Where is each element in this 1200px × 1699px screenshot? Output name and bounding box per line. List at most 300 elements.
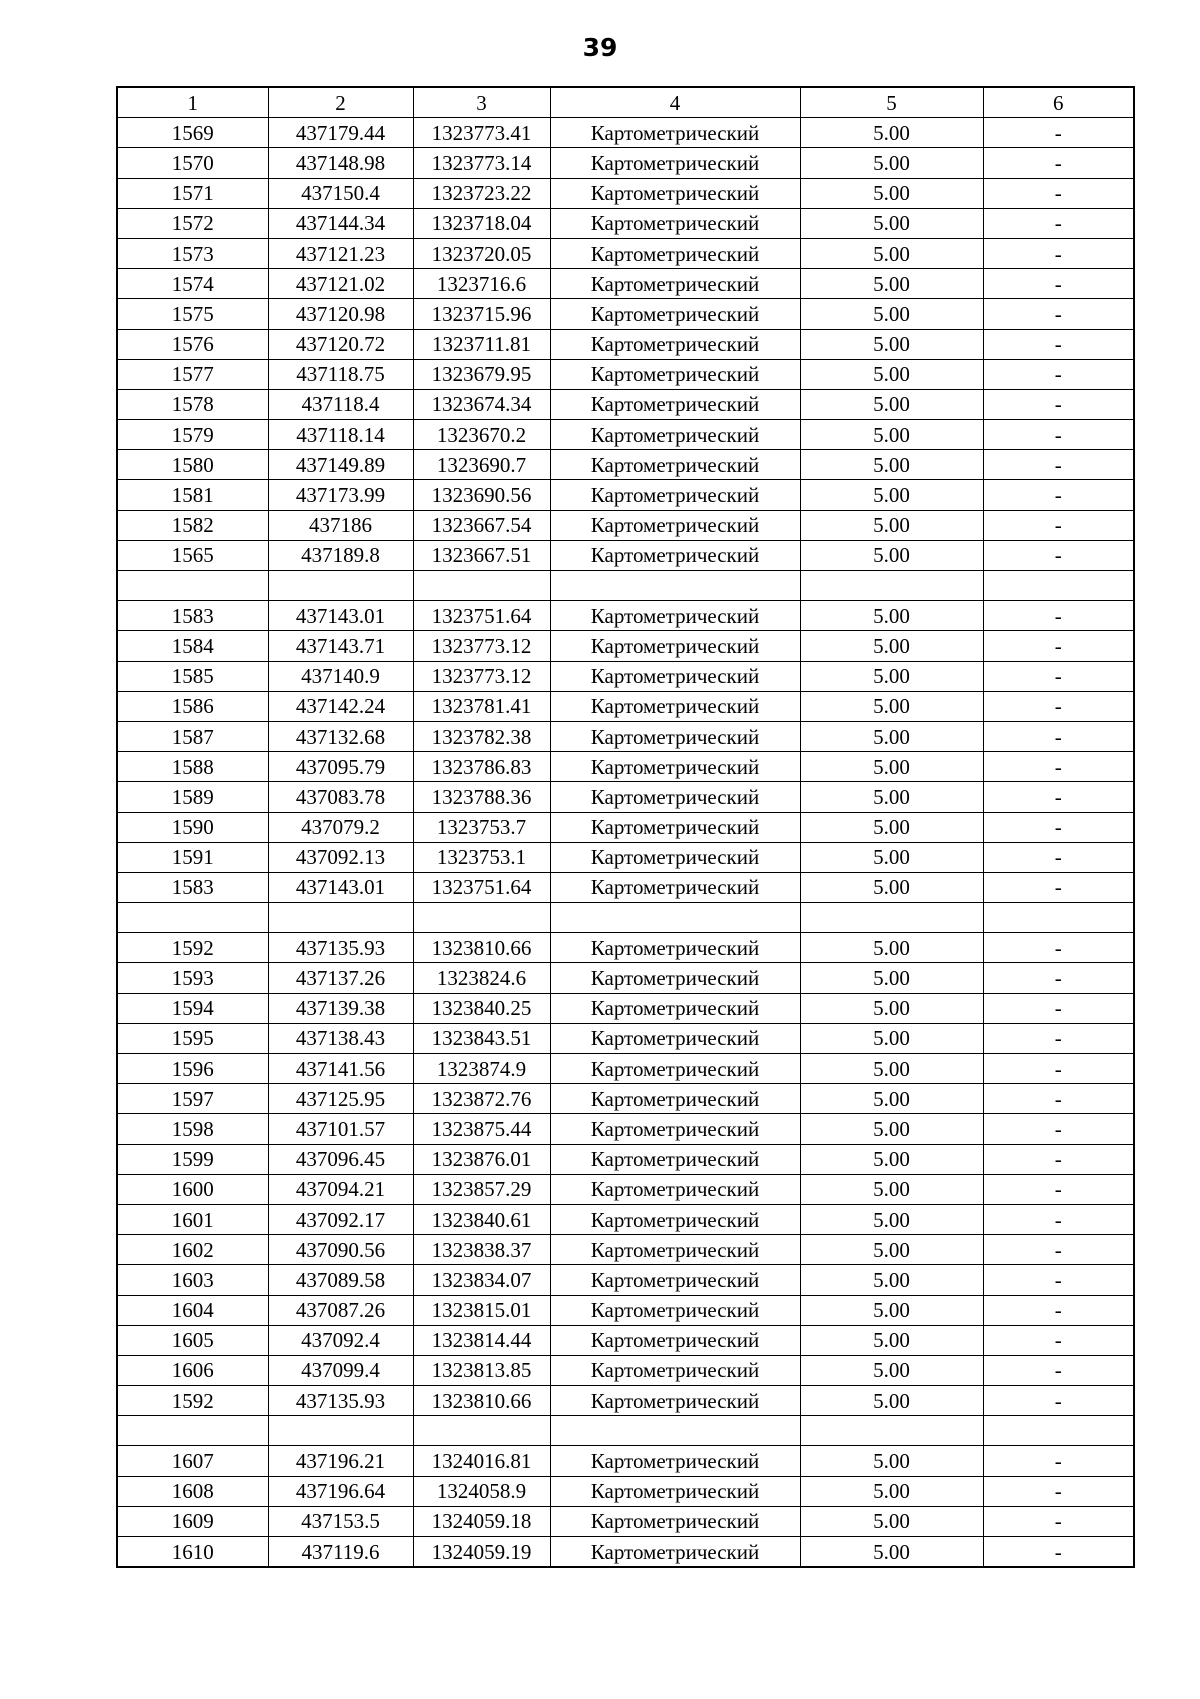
note-cell: - [983, 1204, 1134, 1234]
y-coordinate-cell: 1323876.01 [413, 1144, 550, 1174]
y-coordinate-cell: 1323872.76 [413, 1084, 550, 1114]
point-number-cell: 1591 [117, 842, 268, 872]
x-coordinate-cell: 437144.34 [268, 208, 413, 238]
point-number-cell: 1589 [117, 782, 268, 812]
point-number-cell: 1573 [117, 238, 268, 268]
y-coordinate-cell: 1323834.07 [413, 1265, 550, 1295]
table-row [117, 963, 1134, 993]
point-number-cell: 1565 [117, 540, 268, 570]
table-row [117, 208, 1134, 238]
note-cell: - [983, 812, 1134, 842]
method-cell: Картометрический [550, 420, 800, 450]
y-coordinate-cell: 1323773.12 [413, 631, 550, 661]
note-cell: - [983, 631, 1134, 661]
point-number-cell: 1600 [117, 1174, 268, 1204]
y-coordinate-cell: 1323690.7 [413, 450, 550, 480]
note-cell: - [983, 1084, 1134, 1114]
method-cell: Картометрический [550, 1144, 800, 1174]
y-coordinate-cell: 1324016.81 [413, 1446, 550, 1476]
accuracy-cell: 5.00 [800, 1144, 983, 1174]
point-number-cell: 1598 [117, 1114, 268, 1144]
x-coordinate-cell: 437121.02 [268, 269, 413, 299]
note-cell: - [983, 963, 1134, 993]
method-cell: Картометрический [550, 1054, 800, 1084]
x-coordinate-cell: 437099.4 [268, 1355, 413, 1385]
x-coordinate-cell: 437135.93 [268, 1386, 413, 1416]
note-cell: - [983, 933, 1134, 963]
point-number-cell: 1602 [117, 1235, 268, 1265]
table-row [117, 450, 1134, 480]
note-cell: - [983, 1265, 1134, 1295]
table-row [117, 1355, 1134, 1385]
x-coordinate-cell: 437141.56 [268, 1054, 413, 1084]
table-separator-row [117, 571, 1134, 601]
y-coordinate-cell: 1323814.44 [413, 1325, 550, 1355]
point-number-cell: 1574 [117, 269, 268, 299]
accuracy-cell: 5.00 [800, 420, 983, 450]
table-row [117, 661, 1134, 691]
method-cell: Картометрический [550, 299, 800, 329]
y-coordinate-cell: 1323810.66 [413, 933, 550, 963]
accuracy-cell: 5.00 [800, 178, 983, 208]
accuracy-cell: 5.00 [800, 812, 983, 842]
point-number-cell: 1606 [117, 1355, 268, 1385]
method-cell: Картометрический [550, 329, 800, 359]
x-coordinate-cell: 437079.2 [268, 812, 413, 842]
accuracy-cell: 5.00 [800, 1355, 983, 1385]
method-cell: Картометрический [550, 752, 800, 782]
x-coordinate-cell: 437121.23 [268, 238, 413, 268]
table-row [117, 1114, 1134, 1144]
point-number-cell: 1596 [117, 1054, 268, 1084]
x-coordinate-cell: 437135.93 [268, 933, 413, 963]
accuracy-cell: 5.00 [800, 299, 983, 329]
table-row [117, 1506, 1134, 1536]
method-cell: Картометрический [550, 812, 800, 842]
method-cell: Картометрический [550, 510, 800, 540]
y-coordinate-cell: 1323718.04 [413, 208, 550, 238]
table-row [117, 691, 1134, 721]
table-row [117, 1023, 1134, 1053]
point-number-cell: 1581 [117, 480, 268, 510]
accuracy-cell: 5.00 [800, 1446, 983, 1476]
header-cell: 6 [983, 87, 1134, 118]
y-coordinate-cell: 1323716.6 [413, 269, 550, 299]
method-cell: Картометрический [550, 450, 800, 480]
note-cell: - [983, 1537, 1134, 1568]
note-cell: - [983, 420, 1134, 450]
y-coordinate-cell: 1323690.56 [413, 480, 550, 510]
y-coordinate-cell: 1323723.22 [413, 178, 550, 208]
method-cell: Картометрический [550, 1114, 800, 1144]
point-number-cell: 1607 [117, 1446, 268, 1476]
table-row [117, 1325, 1134, 1355]
table-row [117, 1235, 1134, 1265]
y-coordinate-cell: 1323720.05 [413, 238, 550, 268]
x-coordinate-cell: 437142.24 [268, 691, 413, 721]
x-coordinate-cell: 437096.45 [268, 1144, 413, 1174]
note-cell: - [983, 1144, 1134, 1174]
point-number-cell: 1576 [117, 329, 268, 359]
table-row [117, 1386, 1134, 1416]
note-cell: - [983, 148, 1134, 178]
accuracy-cell: 5.00 [800, 1023, 983, 1053]
y-coordinate-cell: 1323715.96 [413, 299, 550, 329]
x-coordinate-cell [268, 1416, 413, 1446]
accuracy-cell: 5.00 [800, 993, 983, 1023]
point-number-cell: 1577 [117, 359, 268, 389]
point-number-cell: 1579 [117, 420, 268, 450]
method-cell: Картометрический [550, 1204, 800, 1234]
table-row [117, 510, 1134, 540]
table-separator-row [117, 903, 1134, 933]
method-cell: Картометрический [550, 601, 800, 631]
x-coordinate-cell: 437143.01 [268, 872, 413, 902]
note-cell: - [983, 691, 1134, 721]
x-coordinate-cell: 437137.26 [268, 963, 413, 993]
accuracy-cell: 5.00 [800, 1386, 983, 1416]
point-number-cell [117, 571, 268, 601]
table-row [117, 299, 1134, 329]
table-row [117, 1265, 1134, 1295]
accuracy-cell: 5.00 [800, 1204, 983, 1234]
method-cell: Картометрический [550, 1325, 800, 1355]
accuracy-cell: 5.00 [800, 752, 983, 782]
y-coordinate-cell: 1323840.61 [413, 1204, 550, 1234]
x-coordinate-cell: 437092.4 [268, 1325, 413, 1355]
point-number-cell: 1584 [117, 631, 268, 661]
accuracy-cell: 5.00 [800, 963, 983, 993]
point-number-cell: 1592 [117, 933, 268, 963]
method-cell: Картометрический [550, 148, 800, 178]
accuracy-cell: 5.00 [800, 1265, 983, 1295]
note-cell: - [983, 872, 1134, 902]
method-cell: Картометрический [550, 933, 800, 963]
x-coordinate-cell: 437148.98 [268, 148, 413, 178]
note-cell: - [983, 1446, 1134, 1476]
point-number-cell: 1578 [117, 389, 268, 419]
y-coordinate-cell: 1323711.81 [413, 329, 550, 359]
x-coordinate-cell: 437186 [268, 510, 413, 540]
x-coordinate-cell: 437118.4 [268, 389, 413, 419]
table-row [117, 329, 1134, 359]
accuracy-cell: 5.00 [800, 933, 983, 963]
y-coordinate-cell: 1323857.29 [413, 1174, 550, 1204]
accuracy-cell: 5.00 [800, 540, 983, 570]
accuracy-cell: 5.00 [800, 872, 983, 902]
method-cell: Картометрический [550, 842, 800, 872]
y-coordinate-cell: 1323838.37 [413, 1235, 550, 1265]
note-cell: - [983, 480, 1134, 510]
x-coordinate-cell: 437132.68 [268, 721, 413, 751]
x-coordinate-cell: 437120.98 [268, 299, 413, 329]
accuracy-cell: 5.00 [800, 1295, 983, 1325]
point-number-cell: 1597 [117, 1084, 268, 1114]
note-cell: - [983, 1114, 1134, 1144]
table-row [117, 1295, 1134, 1325]
accuracy-cell: 5.00 [800, 1235, 983, 1265]
accuracy-cell: 5.00 [800, 721, 983, 751]
accuracy-cell: 5.00 [800, 329, 983, 359]
x-coordinate-cell [268, 903, 413, 933]
point-number-cell: 1587 [117, 721, 268, 751]
y-coordinate-cell: 1323875.44 [413, 1114, 550, 1144]
accuracy-cell: 5.00 [800, 691, 983, 721]
point-number-cell: 1582 [117, 510, 268, 540]
x-coordinate-cell: 437094.21 [268, 1174, 413, 1204]
x-coordinate-cell: 437119.6 [268, 1537, 413, 1568]
point-number-cell: 1603 [117, 1265, 268, 1295]
note-cell: - [983, 1174, 1134, 1204]
y-coordinate-cell: 1324059.18 [413, 1506, 550, 1536]
y-coordinate-cell: 1323815.01 [413, 1295, 550, 1325]
table-row [117, 601, 1134, 631]
y-coordinate-cell: 1323782.38 [413, 721, 550, 751]
y-coordinate-cell: 1323843.51 [413, 1023, 550, 1053]
y-coordinate-cell: 1323840.25 [413, 993, 550, 1023]
y-coordinate-cell: 1323667.51 [413, 540, 550, 570]
y-coordinate-cell: 1323874.9 [413, 1054, 550, 1084]
x-coordinate-cell: 437196.21 [268, 1446, 413, 1476]
method-cell: Картометрический [550, 631, 800, 661]
table-row [117, 1446, 1134, 1476]
x-coordinate-cell: 437118.14 [268, 420, 413, 450]
method-cell: Картометрический [550, 1506, 800, 1536]
accuracy-cell: 5.00 [800, 208, 983, 238]
x-coordinate-cell: 437089.58 [268, 1265, 413, 1295]
note-cell: - [983, 1325, 1134, 1355]
x-coordinate-cell [268, 571, 413, 601]
point-number-cell: 1585 [117, 661, 268, 691]
method-cell: Картометрический [550, 1235, 800, 1265]
table-row [117, 1144, 1134, 1174]
accuracy-cell: 5.00 [800, 269, 983, 299]
accuracy-cell: 5.00 [800, 1506, 983, 1536]
point-number-cell: 1594 [117, 993, 268, 1023]
x-coordinate-cell: 437083.78 [268, 782, 413, 812]
table-row [117, 420, 1134, 450]
accuracy-cell [800, 571, 983, 601]
x-coordinate-cell: 437120.72 [268, 329, 413, 359]
point-number-cell: 1572 [117, 208, 268, 238]
point-number-cell: 1570 [117, 148, 268, 178]
table-row [117, 812, 1134, 842]
note-cell [983, 903, 1134, 933]
y-coordinate-cell: 1323788.36 [413, 782, 550, 812]
note-cell: - [983, 359, 1134, 389]
point-number-cell: 1593 [117, 963, 268, 993]
note-cell: - [983, 450, 1134, 480]
accuracy-cell: 5.00 [800, 450, 983, 480]
accuracy-cell: 5.00 [800, 389, 983, 419]
y-coordinate-cell: 1323674.34 [413, 389, 550, 419]
y-coordinate-cell: 1323751.64 [413, 601, 550, 631]
y-coordinate-cell: 1323773.12 [413, 661, 550, 691]
table-row [117, 480, 1134, 510]
table-row [117, 148, 1134, 178]
accuracy-cell: 5.00 [800, 238, 983, 268]
y-coordinate-cell: 1323786.83 [413, 752, 550, 782]
note-cell [983, 571, 1134, 601]
accuracy-cell: 5.00 [800, 118, 983, 148]
x-coordinate-cell: 437092.17 [268, 1204, 413, 1234]
table-row [117, 389, 1134, 419]
x-coordinate-cell: 437101.57 [268, 1114, 413, 1144]
y-coordinate-cell [413, 903, 550, 933]
method-cell [550, 903, 800, 933]
y-coordinate-cell: 1323751.64 [413, 872, 550, 902]
header-cell: 3 [413, 87, 550, 118]
method-cell: Картометрический [550, 1537, 800, 1568]
table-row [117, 178, 1134, 208]
accuracy-cell: 5.00 [800, 510, 983, 540]
method-cell: Картометрический [550, 661, 800, 691]
table-header-row [117, 87, 1134, 118]
point-number-cell: 1592 [117, 1386, 268, 1416]
x-coordinate-cell: 437125.95 [268, 1084, 413, 1114]
y-coordinate-cell: 1323667.54 [413, 510, 550, 540]
header-cell: 2 [268, 87, 413, 118]
x-coordinate-cell: 437140.9 [268, 661, 413, 691]
table-row [117, 1537, 1134, 1568]
method-cell: Картометрический [550, 540, 800, 570]
accuracy-cell: 5.00 [800, 661, 983, 691]
y-coordinate-cell: 1324058.9 [413, 1476, 550, 1506]
point-number-cell: 1590 [117, 812, 268, 842]
accuracy-cell: 5.00 [800, 601, 983, 631]
x-coordinate-cell: 437138.43 [268, 1023, 413, 1053]
note-cell: - [983, 510, 1134, 540]
y-coordinate-cell [413, 1416, 550, 1446]
point-number-cell [117, 903, 268, 933]
y-coordinate-cell: 1323670.2 [413, 420, 550, 450]
note-cell: - [983, 1355, 1134, 1385]
x-coordinate-cell: 437150.4 [268, 178, 413, 208]
table-separator-row [117, 1416, 1134, 1446]
note-cell: - [983, 389, 1134, 419]
accuracy-cell: 5.00 [800, 782, 983, 812]
method-cell: Картометрический [550, 721, 800, 751]
point-number-cell: 1604 [117, 1295, 268, 1325]
note-cell: - [983, 752, 1134, 782]
accuracy-cell: 5.00 [800, 1054, 983, 1084]
table-row [117, 118, 1134, 148]
note-cell: - [983, 1295, 1134, 1325]
method-cell: Картометрический [550, 1355, 800, 1385]
method-cell: Картометрический [550, 782, 800, 812]
note-cell: - [983, 299, 1134, 329]
header-cell: 4 [550, 87, 800, 118]
method-cell: Картометрический [550, 118, 800, 148]
note-cell: - [983, 1235, 1134, 1265]
x-coordinate-cell: 437090.56 [268, 1235, 413, 1265]
method-cell: Картометрический [550, 1084, 800, 1114]
x-coordinate-cell: 437087.26 [268, 1295, 413, 1325]
accuracy-cell: 5.00 [800, 1537, 983, 1568]
note-cell: - [983, 661, 1134, 691]
y-coordinate-cell: 1323753.7 [413, 812, 550, 842]
method-cell: Картометрический [550, 1174, 800, 1204]
method-cell: Картометрический [550, 963, 800, 993]
note-cell: - [983, 329, 1134, 359]
table-row [117, 721, 1134, 751]
table-row [117, 933, 1134, 963]
note-cell: - [983, 1023, 1134, 1053]
method-cell: Картометрический [550, 1446, 800, 1476]
note-cell: - [983, 118, 1134, 148]
accuracy-cell: 5.00 [800, 1174, 983, 1204]
accuracy-cell: 5.00 [800, 359, 983, 389]
note-cell: - [983, 1386, 1134, 1416]
note-cell: - [983, 782, 1134, 812]
method-cell [550, 1416, 800, 1446]
method-cell: Картометрический [550, 238, 800, 268]
point-number-cell: 1605 [117, 1325, 268, 1355]
point-number-cell: 1569 [117, 118, 268, 148]
y-coordinate-cell: 1323753.1 [413, 842, 550, 872]
x-coordinate-cell: 437149.89 [268, 450, 413, 480]
note-cell: - [983, 1054, 1134, 1084]
coordinates-table [116, 86, 1135, 1568]
table-row [117, 752, 1134, 782]
note-cell [983, 1416, 1134, 1446]
point-number-cell: 1575 [117, 299, 268, 329]
y-coordinate-cell: 1323813.85 [413, 1355, 550, 1385]
y-coordinate-cell: 1323824.6 [413, 963, 550, 993]
point-number-cell: 1610 [117, 1537, 268, 1568]
header-cell: 1 [117, 87, 268, 118]
table-row [117, 1084, 1134, 1114]
x-coordinate-cell: 437179.44 [268, 118, 413, 148]
accuracy-cell: 5.00 [800, 480, 983, 510]
accuracy-cell: 5.00 [800, 148, 983, 178]
page-number: 39 [582, 33, 618, 62]
point-number-cell: 1601 [117, 1204, 268, 1234]
method-cell: Картометрический [550, 359, 800, 389]
point-number-cell: 1586 [117, 691, 268, 721]
note-cell: - [983, 1476, 1134, 1506]
point-number-cell: 1608 [117, 1476, 268, 1506]
x-coordinate-cell: 437143.01 [268, 601, 413, 631]
accuracy-cell [800, 1416, 983, 1446]
method-cell: Картометрический [550, 691, 800, 721]
y-coordinate-cell: 1323773.41 [413, 118, 550, 148]
accuracy-cell: 5.00 [800, 842, 983, 872]
method-cell: Картометрический [550, 480, 800, 510]
method-cell: Картометрический [550, 389, 800, 419]
table-row [117, 238, 1134, 268]
table-row [117, 1204, 1134, 1234]
coordinates-table-body [117, 87, 1134, 1567]
y-coordinate-cell [413, 571, 550, 601]
table-row [117, 782, 1134, 812]
method-cell: Картометрический [550, 208, 800, 238]
method-cell: Картометрический [550, 1295, 800, 1325]
x-coordinate-cell: 437143.71 [268, 631, 413, 661]
table-row [117, 872, 1134, 902]
table-row [117, 842, 1134, 872]
method-cell: Картометрический [550, 178, 800, 208]
note-cell: - [983, 993, 1134, 1023]
note-cell: - [983, 721, 1134, 751]
header-cell: 5 [800, 87, 983, 118]
table-row [117, 1174, 1134, 1204]
point-number-cell: 1599 [117, 1144, 268, 1174]
table-row [117, 540, 1134, 570]
note-cell: - [983, 208, 1134, 238]
x-coordinate-cell: 437173.99 [268, 480, 413, 510]
x-coordinate-cell: 437139.38 [268, 993, 413, 1023]
